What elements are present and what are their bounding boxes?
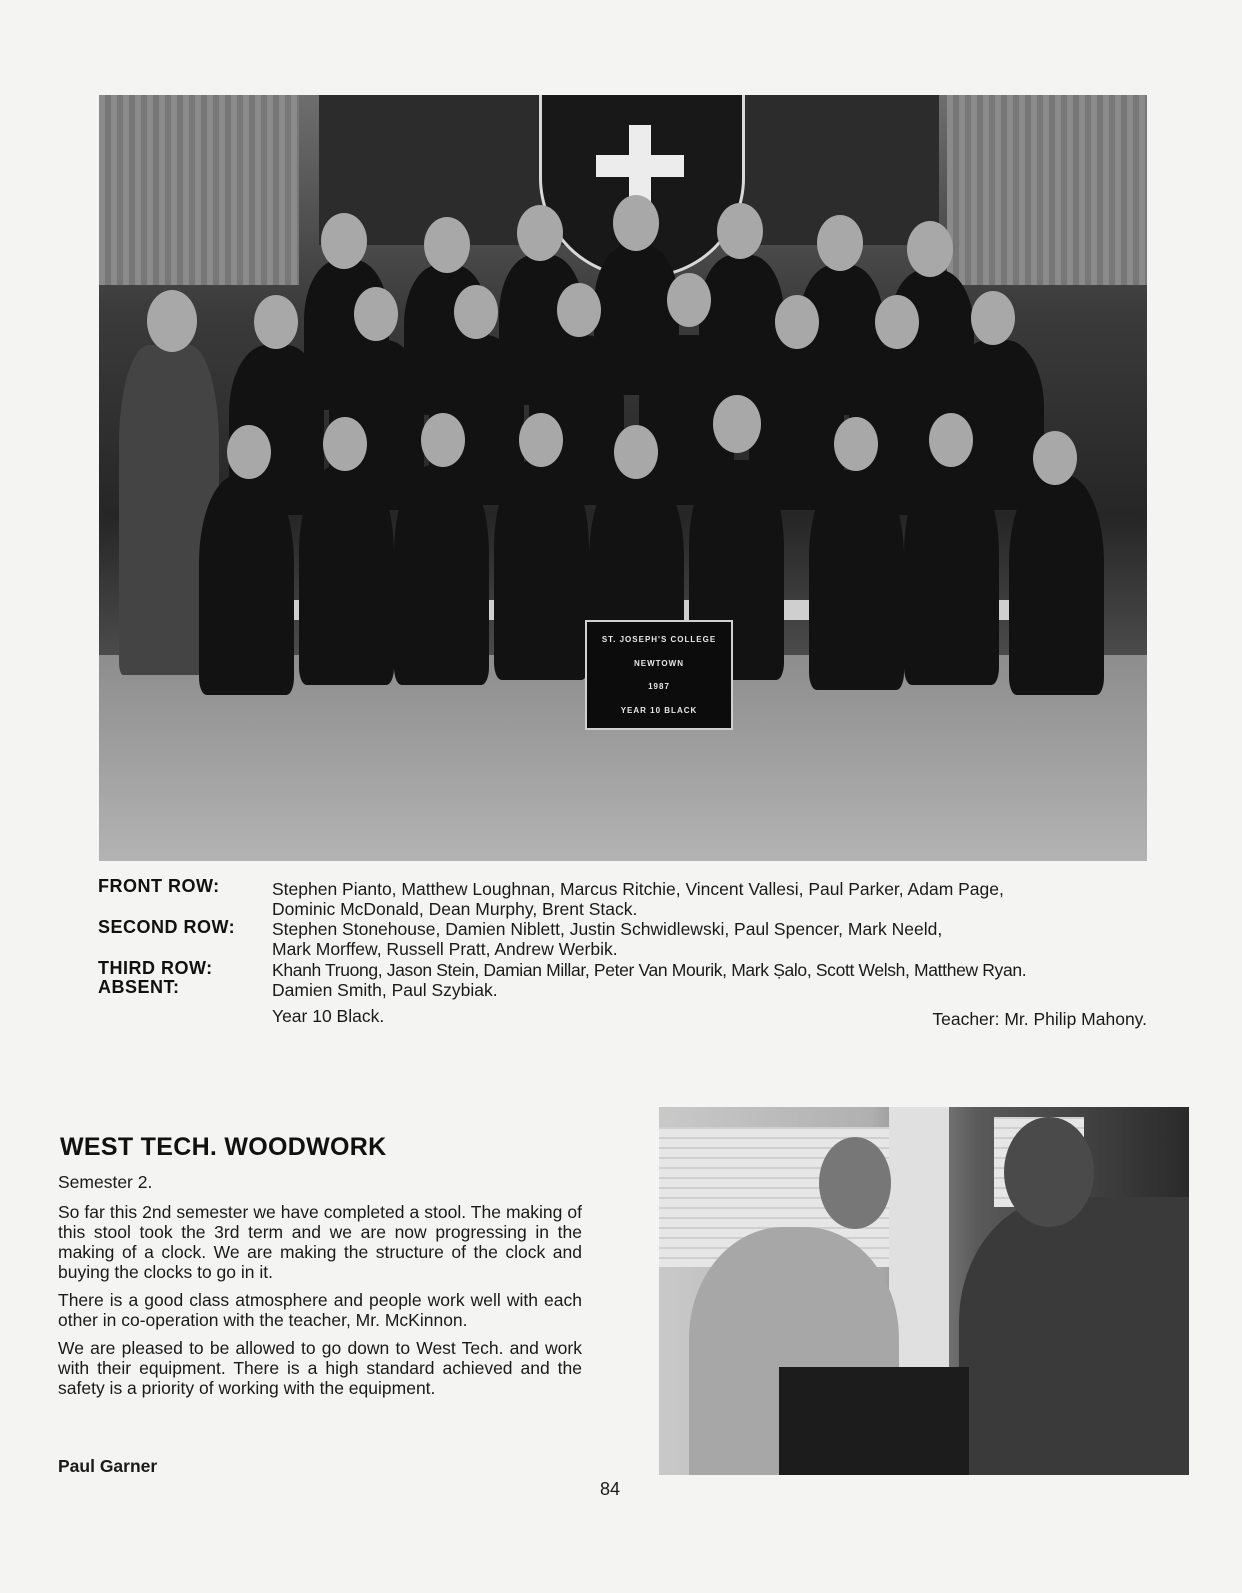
- article-paragraph: We are pleased to be allowed to go down to West Tech. and work with their equipment. There is a high standard achieved and the safety is a priority of working with the equipment.: [58, 1338, 582, 1398]
- teacher-credit: Teacher: Mr. Philip Mahony.: [932, 1009, 1147, 1029]
- second-row-names: Stephen Stonehouse, Damien Niblett, Justin Schwidlewski, Paul Spencer, Mark Neeld, Mark Morffew, Russell Pratt, Andrew Werbik.: [272, 919, 943, 959]
- front-row-label: FRONT ROW:: [98, 876, 220, 896]
- front-row-names: Stephen Pianto, Matthew Loughnan, Marcus Ritchie, Vincent Vallesi, Paul Parker, Adam Page, Dominic McDonald, Dean Murphy, Brent Stack.: [272, 879, 1004, 919]
- class-name: Year 10 Black.: [272, 1006, 385, 1026]
- student-figure: [904, 465, 999, 685]
- third-row-names: Khanh Truong, Jason Stein, Damian Millar, Peter Van Mourik, Mark Ṣalo, Scott Welsh, Matthew Ryan.: [272, 960, 1027, 980]
- article-author: Paul Garner: [58, 1456, 158, 1476]
- curtain-left: [99, 95, 299, 285]
- sign-line: 1987: [648, 682, 670, 692]
- absent-label: ABSENT:: [98, 977, 180, 997]
- student-figure: [299, 465, 394, 685]
- class-photo: [99, 95, 1147, 861]
- woodwork-photo: [659, 1107, 1189, 1475]
- article-body: [58, 1172, 582, 1406]
- article-title: WEST TECH. WOODWORK: [60, 1133, 387, 1161]
- sign-line: YEAR 10 BLACK: [620, 705, 698, 715]
- absent-names: Damien Smith, Paul Szybiak.: [272, 980, 498, 1000]
- student-figure: [1009, 475, 1104, 695]
- page-number: 84: [600, 1479, 621, 1499]
- curtain-right: [947, 95, 1147, 285]
- workbench: [779, 1367, 969, 1475]
- sign-line: ST. JOSEPH'S COLLEGE: [601, 635, 717, 645]
- sign-line: NEWTOWN: [634, 658, 684, 668]
- student-figure: [199, 475, 294, 695]
- class-sign: [585, 620, 733, 730]
- student-figure: [494, 460, 589, 680]
- student-figure: [959, 1197, 1189, 1475]
- third-row-label: THIRD ROW:: [98, 958, 213, 978]
- second-row-label: SECOND ROW:: [98, 917, 236, 937]
- article-paragraph: So far this 2nd semester we have completed a stool. The making of this stool took the 3rd term and we are now progressing in the making of a clock. We are making the structure of the clock and buying the clocks to go in it.: [58, 1202, 582, 1282]
- student-figure: [394, 465, 489, 685]
- article-paragraph: There is a good class atmosphere and people work well with each other in co-operation with the teacher, Mr. McKinnon.: [58, 1290, 582, 1330]
- article-subtitle: Semester 2.: [58, 1172, 153, 1192]
- student-figure: [809, 470, 904, 690]
